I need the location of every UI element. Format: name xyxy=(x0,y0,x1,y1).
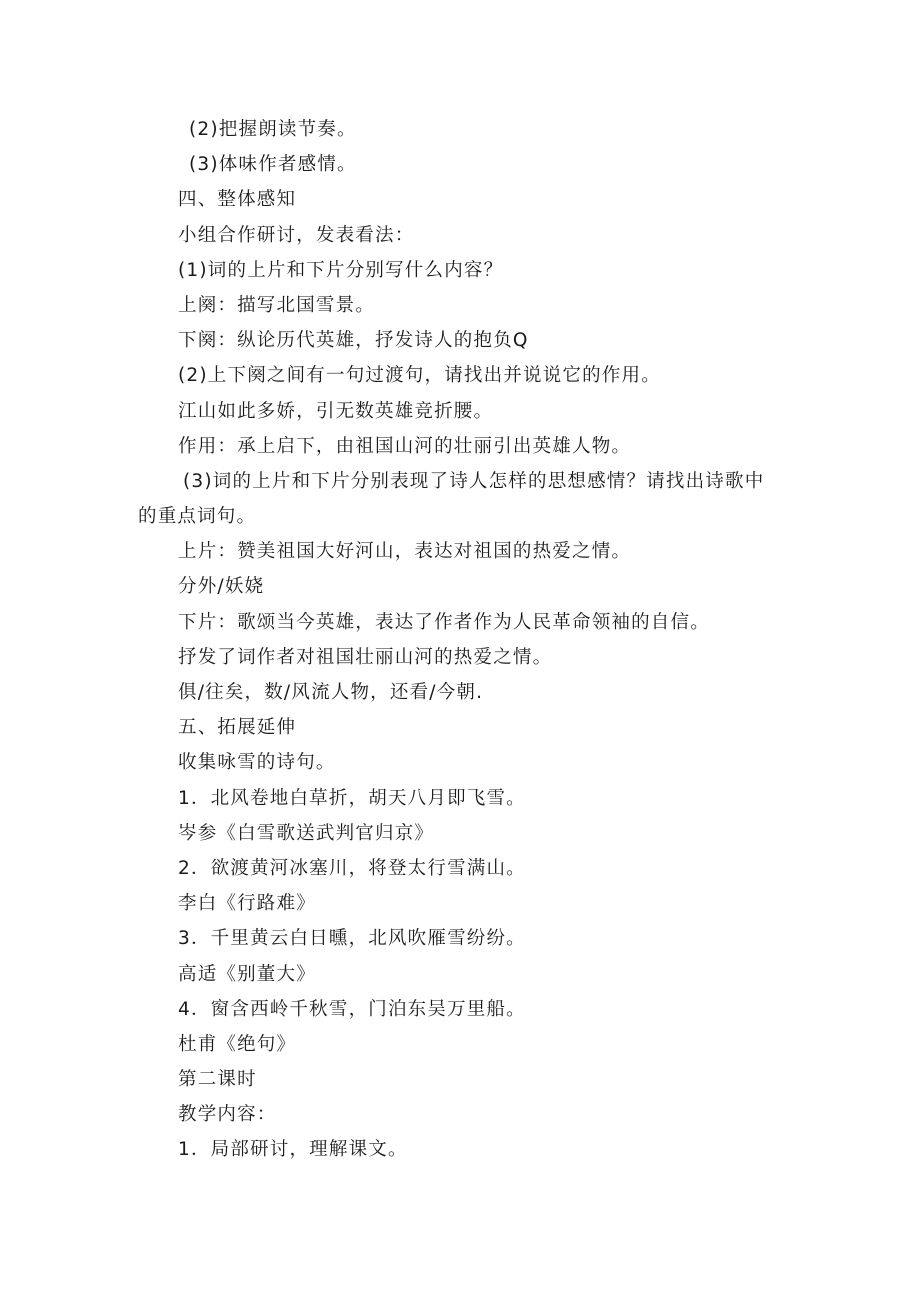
section-heading: 四、整体感知 xyxy=(178,189,297,211)
text-line: 收集咏雪的诗句。 xyxy=(178,752,336,774)
poem-source: 高适《别董大》 xyxy=(178,963,316,985)
section-heading: 第二课时 xyxy=(178,1069,257,1091)
text-line: 抒发了词作者对祖国壮丽山河的热爱之情。 xyxy=(178,646,553,668)
poem-line: 4．窗含西岭千秋雪，门泊东吴万里船。 xyxy=(178,998,526,1020)
text-line: 1．局部研讨，理解课文。 xyxy=(178,1139,408,1161)
section-heading: 五、拓展延伸 xyxy=(178,717,297,739)
poem-source: 杜甫《绝句》 xyxy=(178,1033,297,1055)
text-line: 上片：赞美祖国大好河山，表达对祖国的热爱之情。 xyxy=(178,541,632,563)
poem-line: 1．北风卷地白草折，胡天八月即飞雪。 xyxy=(178,787,526,809)
text-line: 俱/往矣，数/风流人物，还看/今朝. xyxy=(178,682,484,703)
text-line: (2)上下阕之间有一句过渡句，请找出并说说它的作用。 xyxy=(178,365,661,387)
text-line: 作用：承上启下，由祖国山河的壮丽引出英雄人物。 xyxy=(178,435,632,457)
text-line: 的重点词句。 xyxy=(138,506,257,528)
text-line: (2)把握朗读节奏。 xyxy=(189,119,357,140)
poem-source: 李白《行路难》 xyxy=(178,893,316,915)
text-line: 江山如此多娇，引无数英雄竞折腰。 xyxy=(178,400,494,422)
text-line: 下阕：纵论历代英雄，抒发诗人的抱负Q xyxy=(178,330,529,352)
text-line: 分外/妖娆 xyxy=(178,576,265,598)
text-line: (3)词的上片和下片分别表现了诗人怎样的思想感情？请找出诗歌中 xyxy=(183,470,765,492)
text-line: 教学内容： xyxy=(178,1104,277,1126)
poem-line: 2．欲渡黄河冰塞川，将登太行雪满山。 xyxy=(178,857,526,879)
text-line: (1)词的上片和下片分别写什么内容？ xyxy=(178,259,504,281)
text-line: 小组合作研讨，发表看法： xyxy=(178,224,415,246)
poem-line: 3．千里黄云白日曛，北风吹雁雪纷纷。 xyxy=(178,928,526,950)
text-line: 上阕：描写北国雪景。 xyxy=(178,294,376,316)
text-line: 下片：歌颂当今英雄，表达了作者作为人民革命领袖的自信。 xyxy=(178,611,710,633)
poem-source: 岑参《白雪歌送武判官归京》 xyxy=(178,822,435,844)
text-line: (3)体味作者感情。 xyxy=(189,154,357,176)
document-body xyxy=(0,112,920,1168)
